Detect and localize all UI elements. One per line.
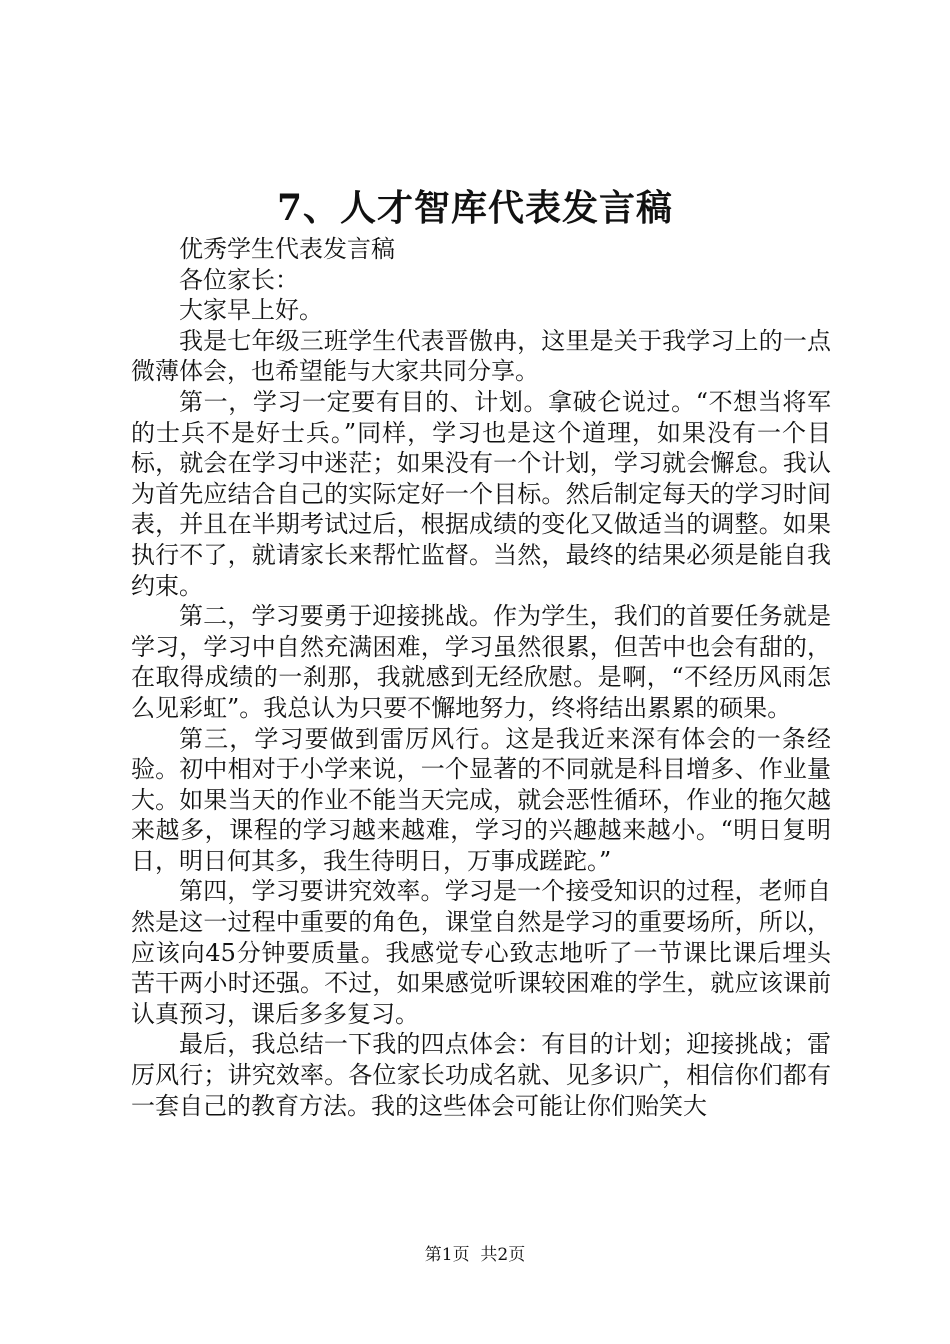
- paragraph-second: 第二，学习要勇于迎接挑战。作为学生，我们的首要任务就是学习，学习中自然充满困难，学习虽然很累，但苦中也会有甜的，在取得成绩的一刹那，我就感到无经欣慰。是啊，“不经历风雨怎么见彩虹”。我总认为只要不懈地努力，终将结出累累的硕果。: [131, 602, 831, 722]
- subtitle-line: 优秀学生代表发言稿: [179, 235, 395, 263]
- paragraph-first: 第一，学习一定要有目的、计划。拿破仑说过。“不想当将军的士兵不是好士兵。”同样，学习也是这个道理，如果没有一个目标，就会在学习中迷茫；如果没有一个计划，学习就会懈怠。我认为首先应结合自己的实际定好一个目标。然后制定每天的学习时间表，并且在半期考试过后，根据成绩的变化又做适当的调整。如果执行不了，就请家长来帮忙监督。当然，最终的结果必须是能自我约束。: [131, 387, 831, 600]
- page-footer: [0, 1243, 950, 1267]
- page-number: 第1页 共2页: [424, 1245, 526, 1265]
- paragraph-fourth: 第四，学习要讲究效率。学习是一个接受知识的过程，老师自然是这一过程中重要的角色，课堂自然是学习的重要场所，所以，应该向45分钟要质量。我感觉专心致志地听了一节课比课后埋头苦干两小时还强。不过，如果感觉听课较困难的学生，就应该课前认真预习，课后多多复习。: [131, 877, 831, 1028]
- greeting-line: 大家早上好。: [179, 296, 323, 325]
- paragraph-third: 第三，学习要做到雷厉风行。这是我近来深有体会的一条经验。初中相对于小学来说，一个显著的不同就是科目增多、作业量大。如果当天的作业不能当天完成，就会恶性循环，作业的拖欠越来越多，课程的学习越来越难，学习的兴趣越来越小。“明日复明日，明日何其多，我生待明日，万事成蹉跎。”: [131, 724, 831, 875]
- paragraph-conclusion: 最后，我总结一下我的四点体会：有目的计划；迎接挑战；雷厉风行；讲究效率。各位家长功成名就、见多识广，相信你们都有一套自己的教育方法。我的这些体会可能让你们贻笑大: [131, 1030, 831, 1120]
- document-title: 7、人才智库代表发言稿: [276, 187, 674, 229]
- document-body: [131, 234, 831, 1121]
- paragraph-intro: 我是七年级三班学生代表晋傲冉，这里是关于我学习上的一点微薄体会，也希望能与大家共同分享。: [131, 326, 831, 386]
- salutation-line: 各位家长：: [179, 265, 299, 294]
